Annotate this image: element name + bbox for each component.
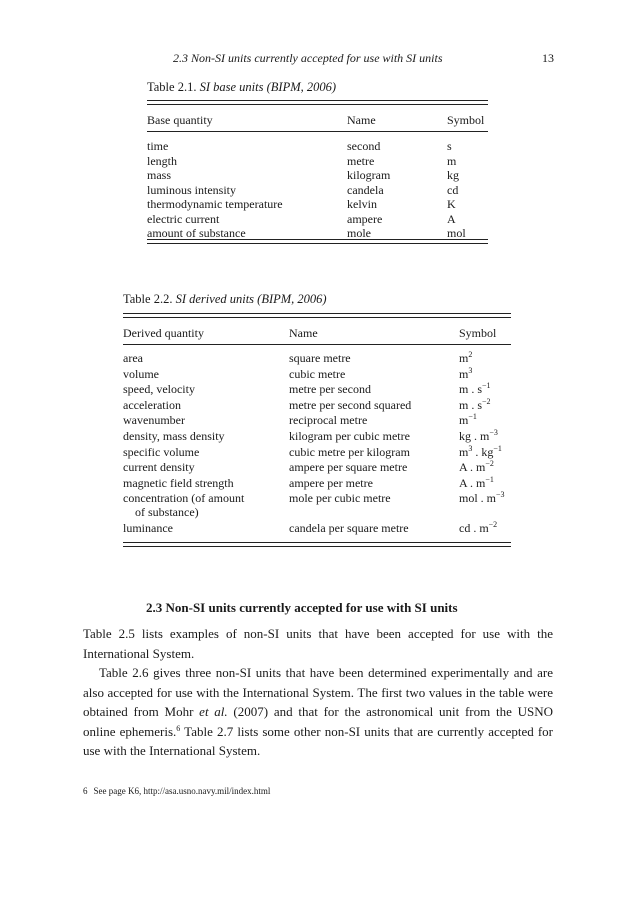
table-caption-label: Table 2.1.: [147, 80, 197, 94]
column-header: Symbol: [459, 326, 497, 340]
column-header: Base quantity: [147, 113, 213, 127]
footnote: [83, 786, 270, 796]
table-caption-title: SI base units (BIPM, 2006): [199, 80, 337, 94]
column-header: Name: [347, 113, 376, 127]
paragraph: Table 2.5 lists examples of non-SI units that have been accepted for use with the International System.: [83, 626, 553, 661]
table-cell: kelvin: [347, 197, 377, 211]
table-cell: specific volume: [123, 444, 200, 459]
table-cell: A . $m^{-1}$: [459, 474, 494, 490]
page-number: 13: [542, 51, 554, 65]
table-cell: metre per second squared: [289, 397, 412, 412]
table-cell: ampere per metre: [289, 475, 373, 490]
table-cell: second: [347, 139, 381, 153]
table-cell: A . $m^{-2}$: [459, 459, 494, 475]
table-cell: cd . $m^{-2}$: [459, 520, 498, 535]
table-cell: mole: [347, 226, 371, 240]
table-cell: acceleration: [123, 397, 181, 412]
paragraph-text: Table 2.7 lists some other non-SI units that are currently accepted for use with the International System.: [83, 723, 553, 758]
table-cell: luminous intensity: [147, 182, 237, 197]
table-cell: luminance: [123, 521, 173, 535]
table-cell: square metre: [289, 351, 351, 365]
table-cell: cubic metre per kilogram: [289, 444, 410, 459]
table-header-rule: [147, 131, 488, 132]
table-cell: m . $s^{-1}$: [459, 381, 491, 397]
unit-exponent: −3: [489, 428, 498, 437]
table-caption-title: SI derived units (BIPM, 2006): [175, 292, 327, 306]
column-header: Name: [289, 326, 318, 340]
table-cell: kg: [447, 168, 459, 182]
running-head: [173, 51, 554, 66]
table-cell: $m^3$ . $kg^{-1}$: [459, 443, 502, 459]
table-cell: ampere per square metre: [289, 460, 408, 475]
table-cell: current density: [123, 460, 195, 475]
table-cell: A: [447, 211, 456, 226]
table-cell: amount of substance: [147, 226, 246, 240]
paragraph-text: (2007) and that for the astronomical unit from the USNO online ephemeris.: [83, 704, 554, 739]
column-header: Symbol: [447, 113, 485, 127]
footnote-text: See page K6, http://asa.usno.navy.mil/index.html: [93, 786, 271, 796]
table-cell: ampere: [347, 211, 383, 226]
table-cell: mol: [447, 226, 466, 240]
table-cell: $m^3$: [459, 365, 473, 381]
table-cell: cd: [447, 182, 459, 197]
table-cell: metre per second: [289, 382, 371, 397]
table-cell: kg . $m^{-3}$: [459, 428, 498, 443]
table-cell: candela: [347, 182, 384, 197]
table-cell: mass: [147, 168, 171, 182]
table-caption: [147, 80, 336, 95]
table-cell: mol . $m^{-3}$: [459, 490, 505, 506]
table-cell: kilogram per cubic metre: [289, 429, 410, 443]
table-cell: mole per cubic metre: [289, 491, 391, 506]
table-cell: candela per square metre: [289, 521, 409, 535]
table-cell: metre: [347, 153, 375, 168]
unit-exponent: −2: [482, 396, 491, 406]
table-cell: thermodynamic temperature: [147, 197, 283, 211]
table-cell: of substance): [135, 505, 199, 520]
paragraph: [83, 663, 553, 761]
table-caption-label: Table 2.2.: [123, 292, 173, 306]
table-cell: reciprocal metre: [289, 413, 368, 428]
citation-italic: et al.: [199, 704, 228, 719]
table-cell: m: [447, 153, 457, 168]
table-bottom-rule: [147, 239, 488, 244]
unit-exponent: −1: [482, 381, 491, 391]
unit-exponent: 3: [468, 443, 473, 453]
unit-exponent: −1: [468, 412, 477, 422]
section-heading: 2.3 Non-SI units currently accepted for use with SI units: [146, 600, 458, 615]
table-cell: electric current: [147, 211, 220, 226]
unit-exponent: −1: [485, 474, 494, 484]
table-cell: s: [447, 139, 452, 153]
unit-exponent: −3: [496, 490, 505, 500]
table-cell: $m^2$: [459, 350, 473, 365]
table-cell: m . $s^{-2}$: [459, 396, 491, 412]
table-header-rule: [123, 344, 511, 345]
unit-exponent: −2: [488, 520, 498, 529]
table-cell: magnetic field strength: [123, 475, 234, 490]
paragraph-text: Table 2.6 gives three non-SI units that have been determined experimentally and are also accepted for use with the International System. The first two values in the table were obtained from Mohr: [83, 665, 553, 719]
running-head-title: 2.3 Non-SI units currently accepted for use with SI units: [173, 51, 443, 65]
unit-exponent: 3: [468, 365, 473, 375]
table-cell: K: [447, 197, 456, 211]
table-cell: volume: [123, 366, 159, 381]
unit-exponent: 2: [468, 350, 473, 359]
table-cell: kilogram: [347, 168, 391, 182]
table-top-rule: [123, 313, 511, 318]
table-cell: area: [123, 351, 143, 365]
table-bottom-rule: [123, 542, 511, 547]
table-cell: $m^{-1}$: [459, 412, 477, 428]
table-si-base-units: [147, 80, 488, 245]
table-cell: cubic metre: [289, 366, 346, 381]
body-text: [83, 624, 553, 761]
table-top-rule: [147, 100, 488, 105]
footnote-reference: 6: [176, 723, 181, 733]
table-si-derived-units: [123, 292, 511, 552]
table-cell: time: [147, 139, 169, 153]
table-cell: density, mass density: [123, 429, 225, 443]
unit-exponent: −2: [485, 459, 494, 469]
table-cell: wavenumber: [123, 413, 185, 428]
unit-exponent: −1: [493, 443, 502, 453]
table-caption: [123, 292, 327, 307]
column-header: Derived quantity: [123, 326, 204, 340]
table-cell: length: [147, 153, 177, 168]
table-cell: speed, velocity: [123, 382, 195, 397]
table-cell: concentration (of amount: [123, 491, 245, 506]
footnote-mark: 6: [83, 786, 88, 796]
